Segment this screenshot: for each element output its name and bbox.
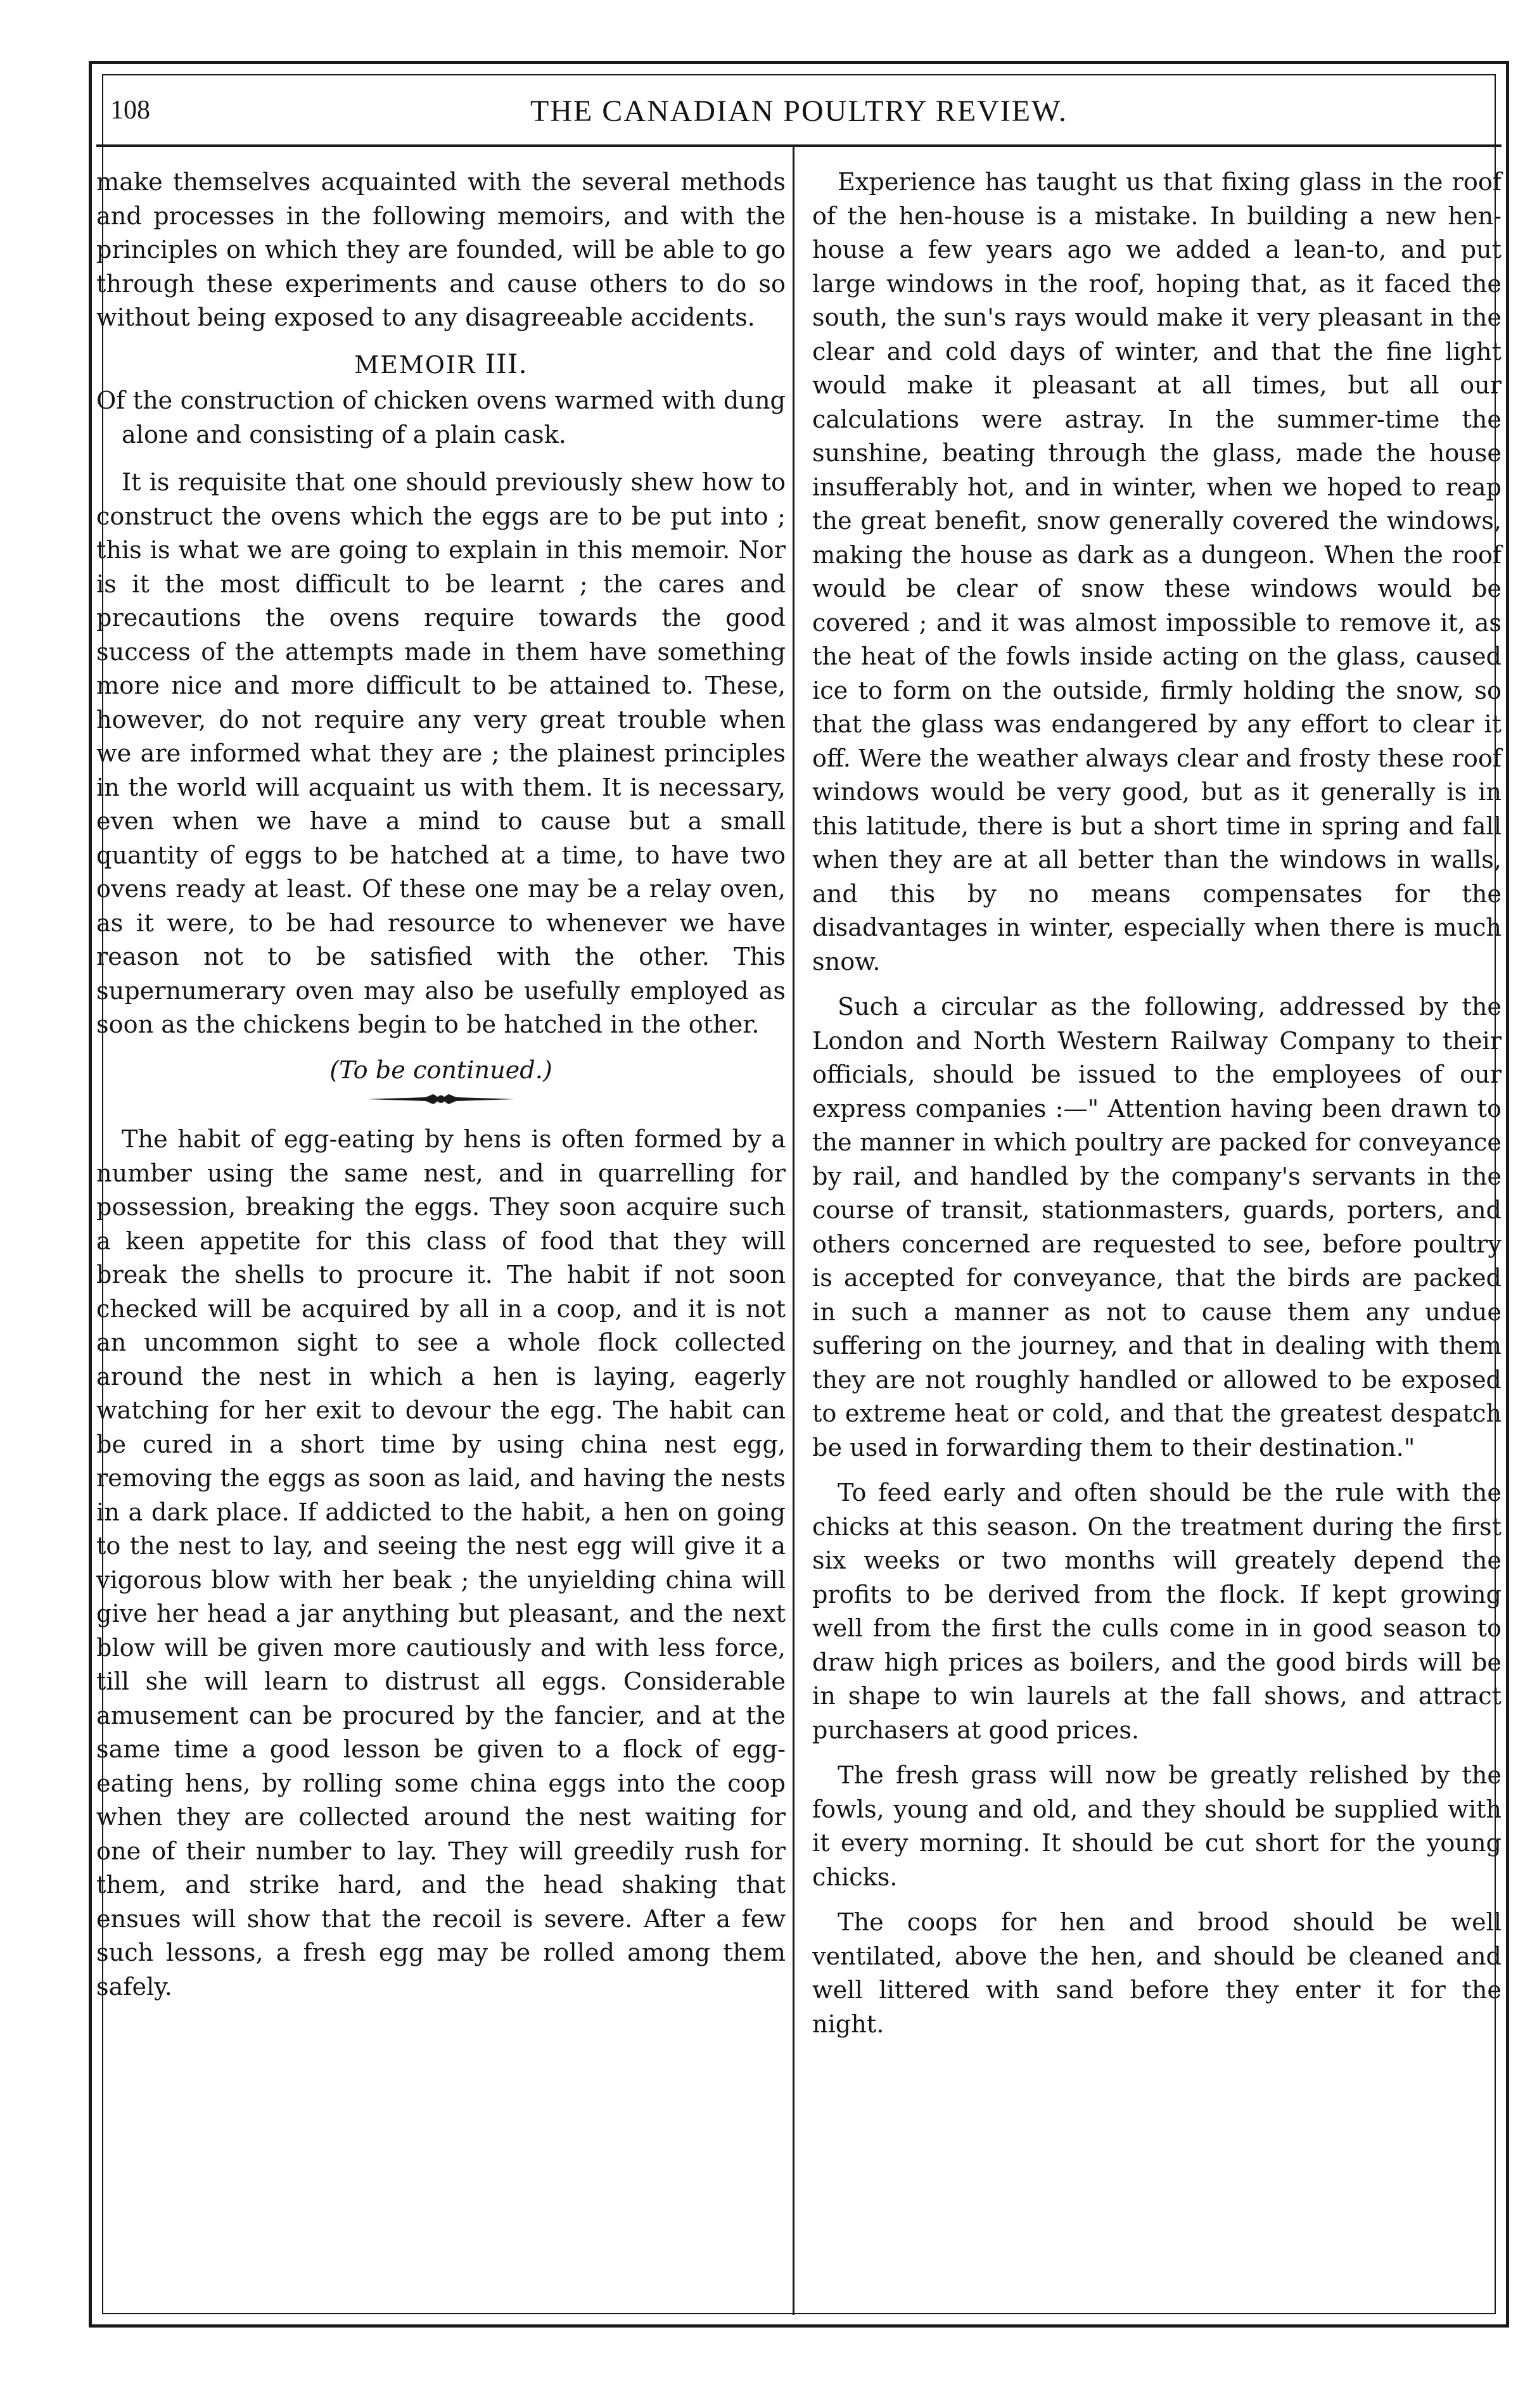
feeding-chicks-paragraph: To feed early and often should be the rule with the chicks at this season. On the treatment during the first six weeks or two months will greately depend the profits to be derived from the flock. If kept growing well from the first the culls come in in good season to draw high prices as boilers, and the good birds will be in shape to win laurels at the fall shows, and attract purchasers at good prices.: [812, 1479, 1502, 1745]
right-column: [812, 166, 1502, 2053]
railway-circular-paragraph: Such a circular as the following, addressed by the London and North Western Railway Company to their officials, should be issued to the employees of our express companies :—" Attention having been drawn to the manner in which poultry are packed for conveyance by rail, and handled by the company's servants in the course of transit, stationmasters, guards, porters, and others concerned are requested to see, before poultry is accepted for conveyance, that the birds are packed in such a manner as not to cause them any undue suffering on the journey, and that in dealing with them they are not roughly handled or allowed to be exposed to extreme heat or cold, and that the greatest despatch be used in forwarding them to their destination.": [812, 993, 1502, 1462]
memoir-subtitle: Of the construction of chicken ovens warmed with dung alone and consisting of a plain cask.: [96, 387, 786, 449]
left-column: [96, 166, 786, 2016]
page-header: [96, 81, 1502, 138]
coops-paragraph: The coops for hen and brood should be well ventilated, above the hen, and should be cleaned and well littered with sand before they enter it for the night.: [812, 1909, 1502, 2039]
memoir-intro-continuation: make themselves acquainted with the several methods and processes in the following memoirs, and with the principles on which they are founded, will be able to go through these experiments and cause others to do so without being exposed to any disagreeable accidents.: [96, 169, 786, 332]
memoir-heading-word: MEMOIR: [354, 350, 476, 379]
running-title: THE CANADIAN POULTRY REVIEW.: [530, 94, 1068, 128]
column-divider: [793, 147, 794, 2315]
continued-note: (To be continued.): [329, 1056, 552, 1085]
memoir-heading-number: III.: [485, 348, 528, 379]
fresh-grass-paragraph: The fresh grass will now be greatly relished by the fowls, young and old, and they should be supplied with it every morning. It should be cut short for the young chicks.: [812, 1762, 1502, 1892]
section-divider-ornament: [365, 1092, 517, 1107]
memoir-heading: [96, 347, 786, 383]
glass-roof-paragraph: Experience has taught us that fixing glass in the roof of the hen-house is a mistake. In building a new hen-house a few years ago we added a lean-to, and put large windows in the roof, hoping that, as it faced the south, the sun's rays would make it very pleasant in the clear and cold days of winter, and that the fine light would make it pleasant at all times, but all our calculations were astray. In the summer-time the sunshine, beating through the glass, made the house insufferably hot, and in winter, when we hoped to reap the great benefit, snow generally covered the windows, making the house as dark as a dungeon. When the roof would be clear of snow these windows would be covered ; and it was almost impossible to remove it, as the heat of the fowls inside acting on the glass, caused ice to form on the outside, firmly holding the snow, so that the glass was endangered by any effort to clear it off. Were the weather always clear and frosty these roof windows would be very good, but as it generally is in this latitude, there is but a short time in spring and fall when they are at all better than the windows in walls, and this by no means compensates for the disadvantages in winter, especially when there is much snow.: [812, 169, 1502, 976]
page-number: 108: [110, 96, 150, 125]
memoir-body: It is requisite that one should previously shew how to construct the ovens which the eggs are to be put into ; this is what we are going to explain in this memoir. Nor is it the most difficult to be learnt ; the cares and precautions the ovens require towards the good success of the attempts made in them have something more nice and more difficult to be attained to. These, however, do not require any very great trouble when we are informed what they are ; the plainest principles in the world will acquaint us with them. It is necessary, even when we have a mind to cause but a small quantity of eggs to be hatched at a time, to have two ovens ready at least. Of these one may be a relay oven, as it were, to be had resource to whenever we have reason not to be satisfied with the other. This supernumerary oven may also be usefully employed as soon as the chickens begin to be hatched in the other.: [96, 469, 786, 1039]
egg-eating-article: The habit of egg-eating by hens is often formed by a number using the same nest, and in quarrelling for possession, breaking the eggs. They soon acquire such a keen appetite for this class of food that they will break the shells to procure it. The habit if not soon checked will be acquired by all in a coop, and it is not an uncommon sight to see a whole flock collected around the nest in which a hen is laying, eagerly watching for her exit to devour the egg. The habit can be cured in a short time by using china nest egg, removing the eggs as soon as laid, and having the nests in a dark place. If addicted to the habit, a hen on going to the nest to lay, and seeing the nest egg will give it a vigorous blow with her beak ; the unyielding china will give her head a jar anything but pleasant, and the next blow will be given more cautiously and with less force, till she will learn to distrust all eggs. Considerable amusement can be procured by the fancier, and at the same time a good lesson be given to a flock of egg-eating hens, by rolling some china eggs into the coop when they are collected around the nest waiting for one of their number to lay. They will greedily rush for them, and strike hard, and the head shaking that ensues will show that the recoil is severe. After a few such lessons, a fresh egg may be rolled among them safely.: [96, 1126, 786, 2001]
header-rule: [96, 144, 1502, 147]
